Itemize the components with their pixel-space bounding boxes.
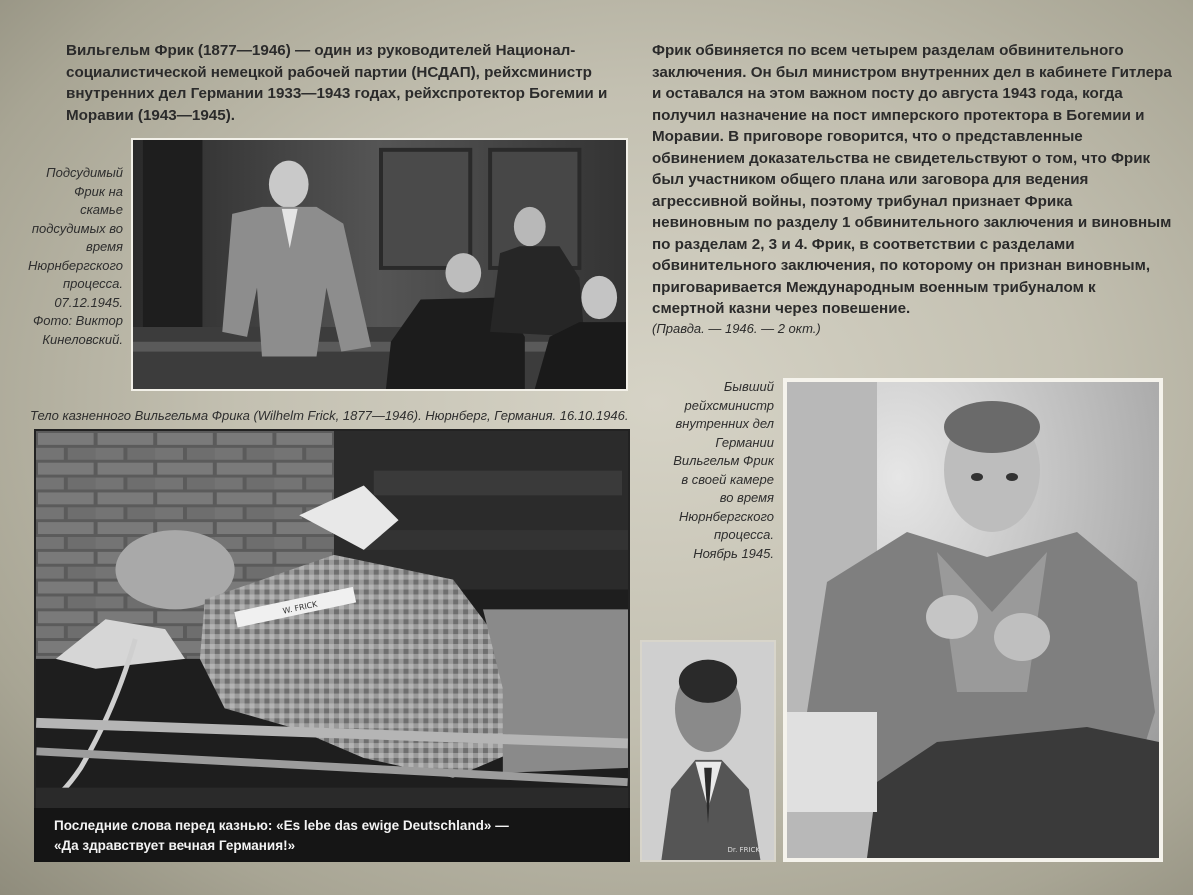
last-words-banner <box>34 808 630 862</box>
trial-photo <box>131 138 628 391</box>
portrait-photo <box>640 640 776 862</box>
verdict-source: (Правда. — 1946. — 2 окт.) <box>652 320 821 336</box>
cell-photo <box>783 378 1163 862</box>
intro-paragraph: Вильгельм Фрик (1877—1946) — один из руководителей Национал-социалистической немецкой рабочей партии (НСДАП), рейхсминистр внутренних дел Германии 1933—1943 годах, рейхспротектор Богемии и Моравии (1943—1945). <box>66 42 608 124</box>
body-tag: W. FRICK <box>281 599 319 616</box>
last-words-line1: Последние слова перед казнью: «Es lebe das ewige Deutschland» — <box>54 818 509 833</box>
cell-photo-caption: Бывший рейхсминистр внутренних дел Германии Вильгельм Фрик в своей камере во время Нюрнбергского процесса. Ноябрь 1945. <box>673 379 774 561</box>
verdict-paragraph <box>652 40 1172 338</box>
portrait-signature: Dr. FRICK <box>727 846 760 854</box>
trial-photo-caption: Подсудимый Фрик на скамье подсудимых во время Нюрнбергского процесса. 07.12.1945. Фото: Виктор Кинеловский. <box>28 165 123 347</box>
verdict-text: Фрик обвиняется по всем четырем разделам обвинительного заключения. Он был министром внутренних дел в кабинете Гитлера и оставался на этом важном посту до августа 1943 года, когда получил назначение на пост имперского протектора в Богемии и Моравии. В приговоре говорится, что о представленные обвинением доказательства не свидетельствуют о том, что Фрик был участником общего плана или заговора для ведения агрессивной войны, поэтому трибунал признает Фрика невиновным по разделу 1 обвинительного заключения и виновным по разделам 2, 3 и 4. Фрик, в соответствии с разделами обвинительного заключения, по которому он признан виновным, приговаривается Международным военным трибуналом к смертной казни через повешение. <box>652 42 1172 317</box>
execution-photo <box>34 429 630 862</box>
last-words-line2: «Да здравствует вечная Германия!» <box>54 838 296 853</box>
body-photo-caption: Тело казненного Вильгельма Фрика (Wilhelm Frick, 1877—1946). Нюрнберг, Германия. 16.10.1946. <box>30 408 629 423</box>
